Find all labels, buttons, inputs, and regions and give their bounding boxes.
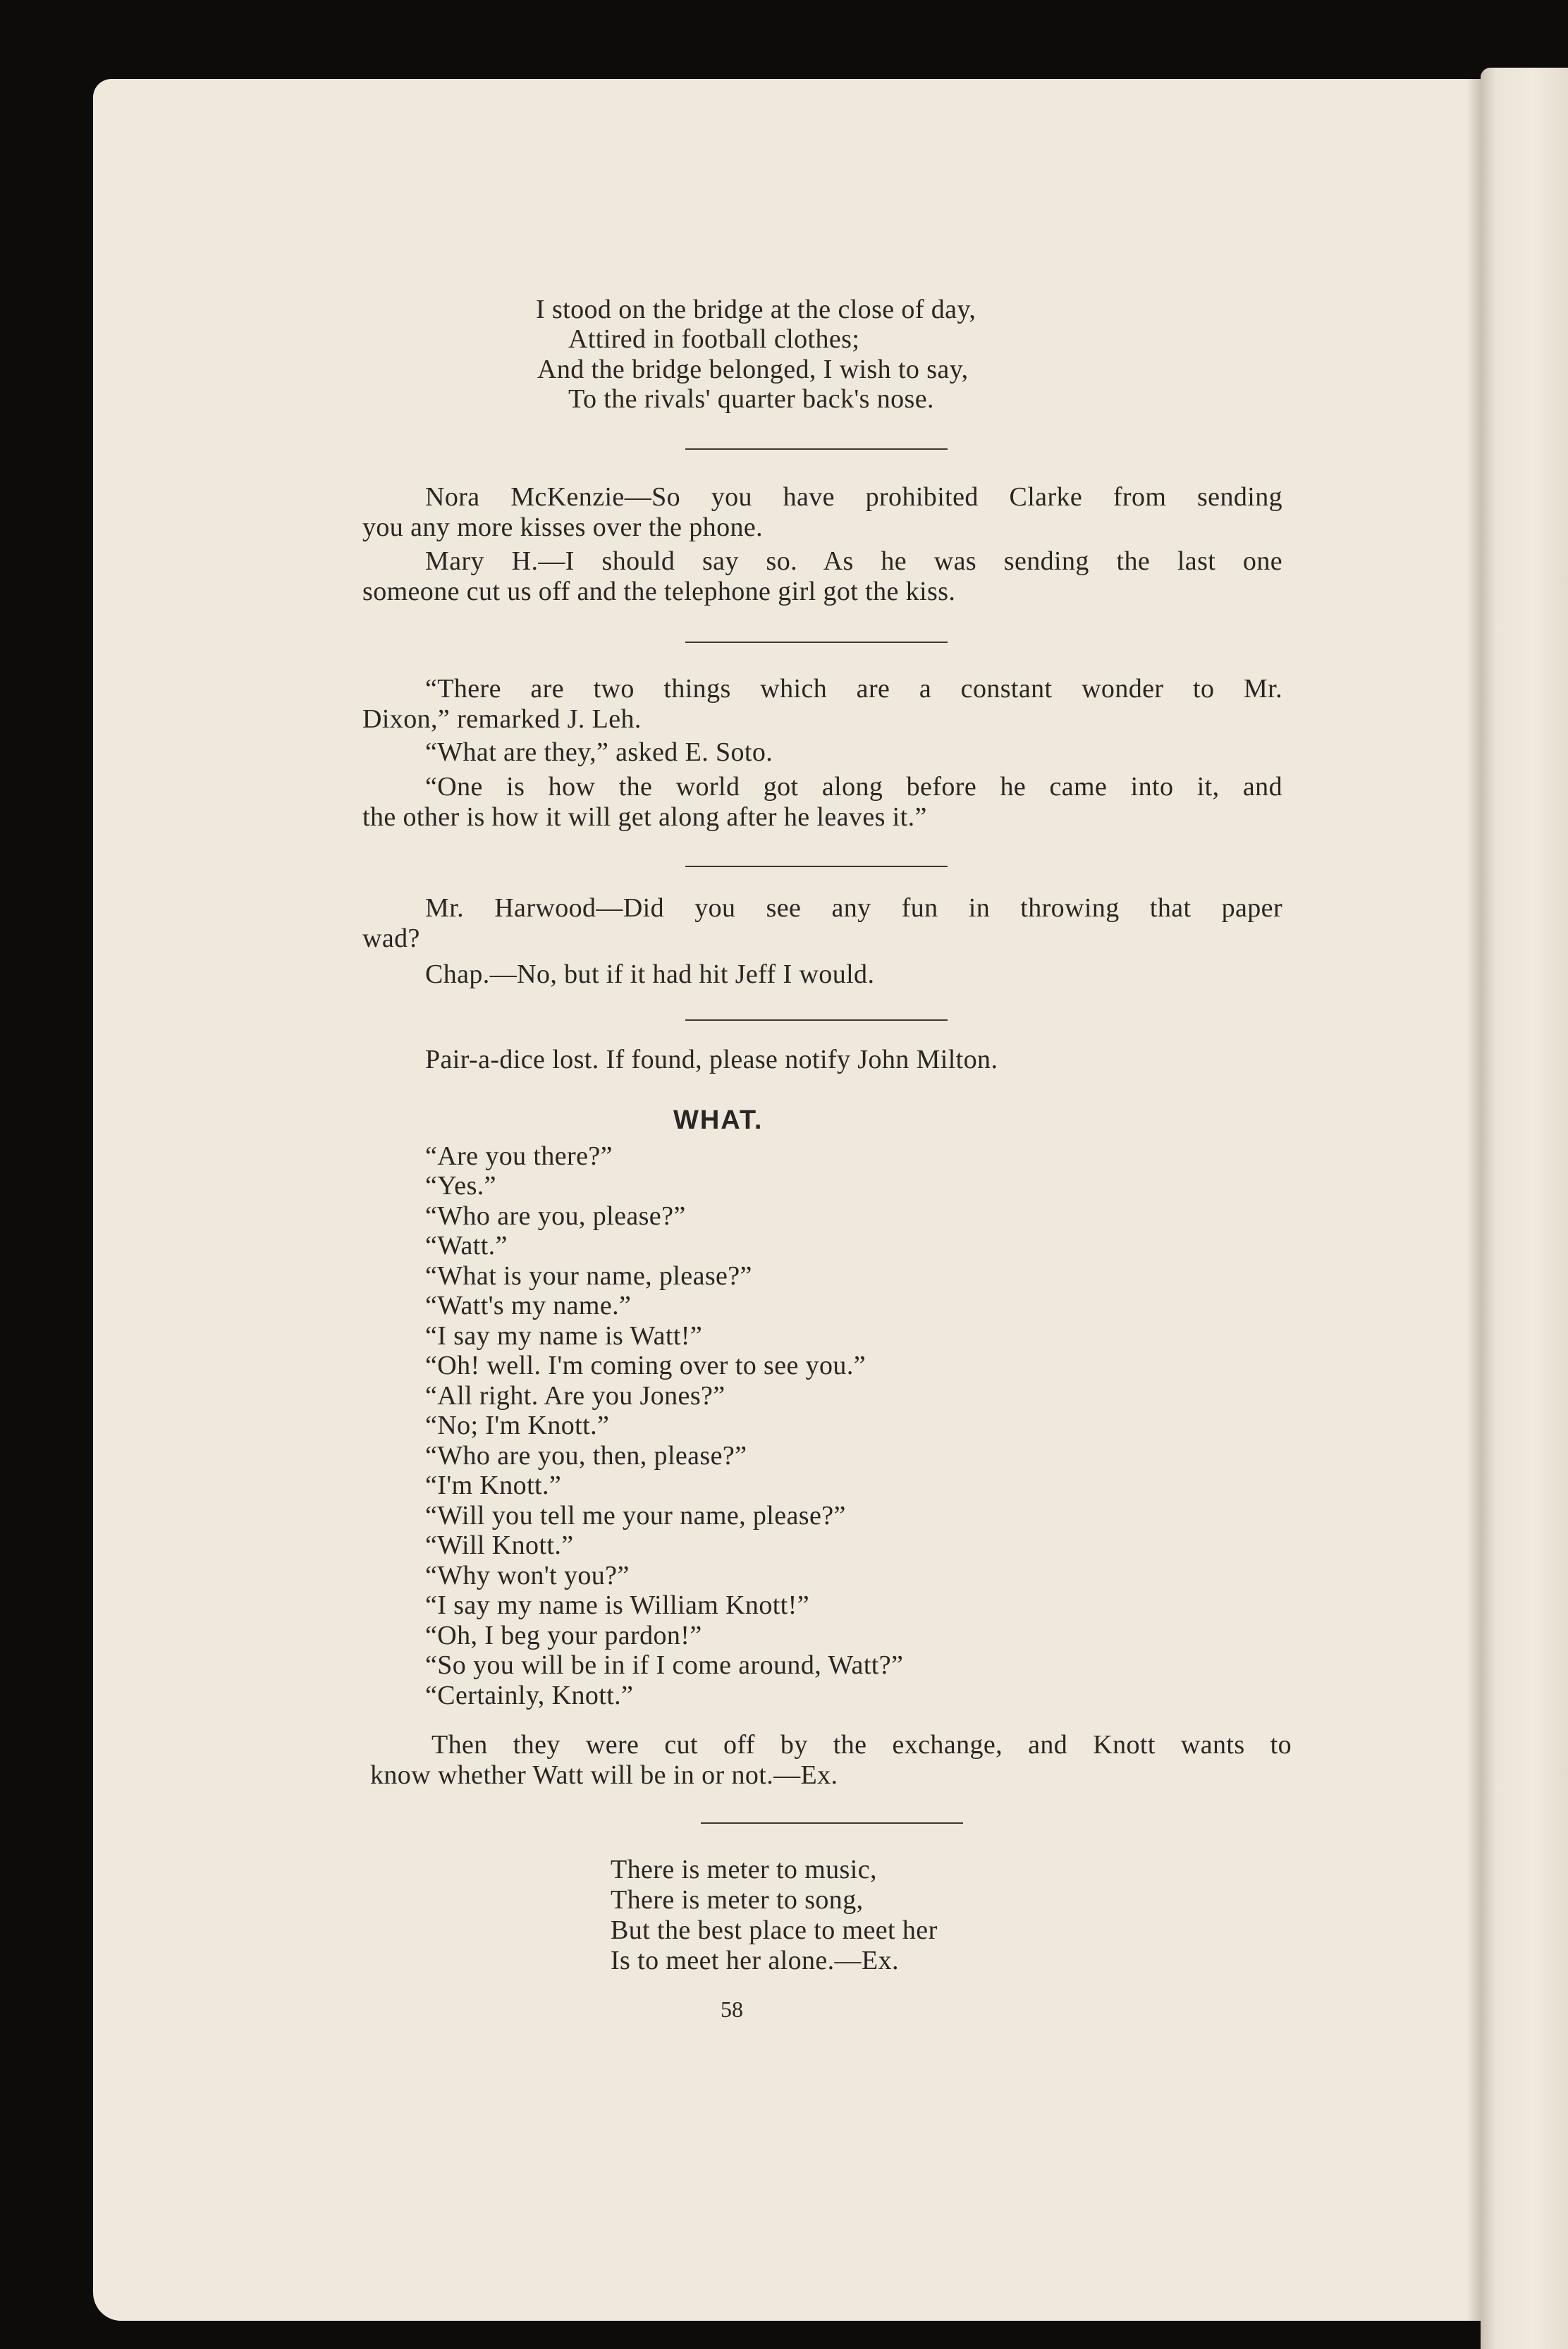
page-number: 58 xyxy=(721,1997,743,2022)
poem1-line-2: Attired in football clothes; xyxy=(568,324,860,354)
poem1-line-1: I stood on the bridge at the close of day, xyxy=(536,295,976,324)
dialogue-line: “I'm Knott.” xyxy=(425,1471,562,1500)
poem1-line-4: To the rivals' quarter back's nose. xyxy=(568,384,934,414)
dialogue-line: “Yes.” xyxy=(425,1171,496,1201)
dialogue-line: “What is your name, please?” xyxy=(425,1261,752,1291)
divider-1 xyxy=(685,448,948,450)
dialogue-line: “Who are you, then, please?” xyxy=(425,1441,747,1471)
joke1-line-4: someone cut us off and the telephone girl got the kiss. xyxy=(362,577,956,606)
poem2-line-1: There is meter to music, xyxy=(611,1855,877,1884)
section-heading: WHAT. xyxy=(673,1105,764,1135)
joke2-line-3: “What are they,” asked E. Soto. xyxy=(425,737,773,767)
poem2-line-2: There is meter to song, xyxy=(611,1885,864,1915)
dialogue-line: “I say my name is Watt!” xyxy=(425,1321,703,1351)
dialogue-line: “So you will be in if I come around, Watt?” xyxy=(425,1650,904,1680)
closing-line-2: know whether Watt will be in or not.—Ex. xyxy=(370,1760,838,1790)
book-page xyxy=(93,79,1507,2321)
dialogue-line: “Certainly, Knott.” xyxy=(425,1681,634,1710)
joke3-line-2: wad? xyxy=(362,924,420,953)
dialogue-line: “Oh, I beg your pardon!” xyxy=(425,1621,702,1650)
joke1-line-3: Mary H.—I should say so. As he was sending the last one xyxy=(425,546,1282,576)
divider-4 xyxy=(685,1019,948,1021)
divider-3 xyxy=(685,866,948,867)
dialogue-line: “All right. Are you Jones?” xyxy=(425,1381,725,1411)
divider-5 xyxy=(701,1822,963,1824)
dialogue-line: “Watt's my name.” xyxy=(425,1291,632,1320)
joke2-line-1: “There are two things which are a constant wonder to Mr. xyxy=(425,674,1282,704)
poem2-line-4: Is to meet her alone.—Ex. xyxy=(611,1946,899,1975)
poem1-line-3: And the bridge belonged, I wish to say, xyxy=(537,355,969,384)
joke2-line-2: Dixon,” remarked J. Leh. xyxy=(362,704,642,734)
lost-notice: Pair-a-dice lost. If found, please notify John Milton. xyxy=(425,1045,998,1074)
closing-line-1: Then they were cut off by the exchange, and Knott wants to xyxy=(431,1730,1292,1760)
dialogue-line: “I say my name is William Knott!” xyxy=(425,1590,809,1620)
dialogue-line: “Watt.” xyxy=(425,1231,508,1261)
joke2-line-5: the other is how it will get along after he leaves it.” xyxy=(362,802,927,832)
joke2-line-4: “One is how the world got along before he came into it, and xyxy=(425,772,1282,802)
dialogue-line: “Why won't you?” xyxy=(425,1561,630,1590)
dialogue-line: “Will Knott.” xyxy=(425,1531,574,1560)
dialogue-line: “Oh! well. I'm coming over to see you.” xyxy=(425,1351,866,1380)
joke1-line-1: Nora McKenzie—So you have prohibited Clarke from sending xyxy=(425,482,1282,512)
joke3-line-1: Mr. Harwood—Did you see any fun in throwing that paper xyxy=(425,893,1282,923)
dialogue-line: “Who are you, please?” xyxy=(425,1201,686,1231)
joke1-line-2: you any more kisses over the phone. xyxy=(362,513,764,542)
joke3-line-3: Chap.—No, but if it had hit Jeff I would. xyxy=(425,959,875,989)
dialogue-line: “Are you there?” xyxy=(425,1141,613,1171)
dialogue-line: “Will you tell me your name, please?” xyxy=(425,1501,846,1531)
divider-2 xyxy=(685,642,948,643)
facing-page-edge xyxy=(1481,68,1568,2349)
poem2-line-3: But the best place to meet her xyxy=(611,1915,938,1945)
dialogue-line: “No; I'm Knott.” xyxy=(425,1411,610,1440)
